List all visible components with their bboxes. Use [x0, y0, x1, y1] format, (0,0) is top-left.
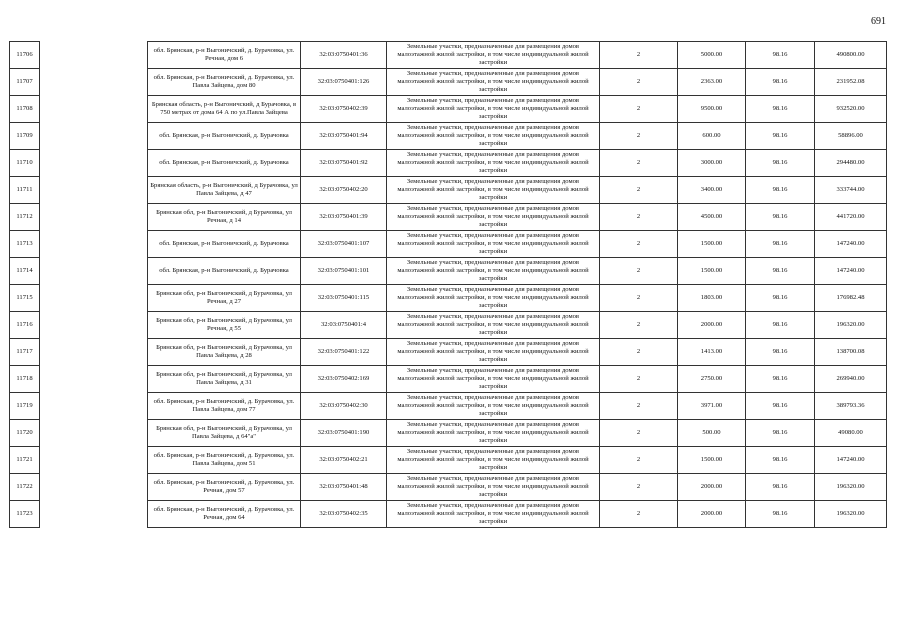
address-cell: Брянская область, р-н Выгоничский, д Бурачовка, в 750 метрах от дома 64 А по ул.Павла Зайцева [148, 96, 301, 123]
area-cell: 1500.00 [678, 447, 746, 474]
row-number: 11712 [10, 204, 40, 231]
land-use-category-cell: Земельные участки, предназначенные для размещения домов малоэтажной жилой застройки, в том числе индивидуальной жилой застройки [387, 204, 600, 231]
cadastral-number-cell: 32:03:0750402:21 [301, 447, 387, 474]
address-cell: Брянская обл, р-н Выгоничский, д Бурачовка, ул Павла Зайцева, д 28 [148, 339, 301, 366]
cadastral-value-cell: 196320.00 [815, 474, 887, 501]
specific-value-cell: 98.16 [746, 501, 815, 528]
specific-value-cell: 98.16 [746, 339, 815, 366]
gap-cell [40, 420, 148, 447]
land-use-category-cell: Земельные участки, предназначенные для размещения домов малоэтажной жилой застройки, в том числе индивидуальной жилой застройки [387, 258, 600, 285]
specific-value-cell: 98.16 [746, 447, 815, 474]
cadastral-value-cell: 389793.36 [815, 393, 887, 420]
cadastral-number-cell: 32:03:0750401:4 [301, 312, 387, 339]
gap-cell [40, 69, 148, 96]
cadastral-number-cell: 32:03:0750401:190 [301, 420, 387, 447]
group-number-cell: 2 [600, 123, 678, 150]
area-cell: 1413.00 [678, 339, 746, 366]
table-row [10, 69, 887, 96]
table-row [10, 447, 887, 474]
group-number-cell: 2 [600, 177, 678, 204]
specific-value-cell: 98.16 [746, 312, 815, 339]
cadastral-number-cell: 32:03:0750401:48 [301, 474, 387, 501]
table-row [10, 474, 887, 501]
group-number-cell: 2 [600, 231, 678, 258]
cadastral-value-cell: 231952.08 [815, 69, 887, 96]
table-row [10, 42, 887, 69]
cadastral-number-cell: 32:03:0750401:101 [301, 258, 387, 285]
address-cell: обл. Брянская, р-н Выгоничский, д. Бурачовка, ул. Павла Зайцева, дом 77 [148, 393, 301, 420]
table-row [10, 501, 887, 528]
gap-cell [40, 339, 148, 366]
table-row [10, 150, 887, 177]
cadastral-number-cell: 32:03:0750402:39 [301, 96, 387, 123]
cadastral-value-cell: 196320.00 [815, 312, 887, 339]
gap-cell [40, 42, 148, 69]
row-number: 11722 [10, 474, 40, 501]
table-row [10, 204, 887, 231]
specific-value-cell: 98.16 [746, 474, 815, 501]
group-number-cell: 2 [600, 312, 678, 339]
cadastral-value-cell: 147240.00 [815, 447, 887, 474]
group-number-cell: 2 [600, 150, 678, 177]
table-row [10, 366, 887, 393]
specific-value-cell: 98.16 [746, 258, 815, 285]
cadastral-number-cell: 32:03:0750401:107 [301, 231, 387, 258]
table-row [10, 312, 887, 339]
cadastral-value-cell: 294480.00 [815, 150, 887, 177]
address-cell: обл. Брянская, р-н Выгоничский, д. Бурачовка, ул. Речная, дом 64 [148, 501, 301, 528]
address-cell: обл. Брянская, р-н Выгоничский, д. Бурачовка, ул. Речная, дом 57 [148, 474, 301, 501]
specific-value-cell: 98.16 [746, 177, 815, 204]
land-use-category-cell: Земельные участки, предназначенные для размещения домов малоэтажной жилой застройки, в том числе индивидуальной жилой застройки [387, 123, 600, 150]
row-number: 11719 [10, 393, 40, 420]
land-use-category-cell: Земельные участки, предназначенные для размещения домов малоэтажной жилой застройки, в том числе индивидуальной жилой застройки [387, 312, 600, 339]
land-use-category-cell: Земельные участки, предназначенные для размещения домов малоэтажной жилой застройки, в том числе индивидуальной жилой застройки [387, 69, 600, 96]
area-cell: 9500.00 [678, 96, 746, 123]
group-number-cell: 2 [600, 447, 678, 474]
address-cell: обл. Брянская, р-н Выгоничский, д. Бурачовка [148, 231, 301, 258]
row-number: 11717 [10, 339, 40, 366]
gap-cell [40, 474, 148, 501]
gap-cell [40, 177, 148, 204]
land-use-category-cell: Земельные участки, предназначенные для размещения домов малоэтажной жилой застройки, в том числе индивидуальной жилой застройки [387, 420, 600, 447]
cadastral-number-cell: 32:03:0750402:20 [301, 177, 387, 204]
group-number-cell: 2 [600, 420, 678, 447]
address-cell: Брянская область, р-н Выгоничский, д Бурачовка, ул Павла Зайцева, д 47 [148, 177, 301, 204]
area-cell: 3000.00 [678, 150, 746, 177]
specific-value-cell: 98.16 [746, 366, 815, 393]
cadastral-value-cell: 441720.00 [815, 204, 887, 231]
specific-value-cell: 98.16 [746, 150, 815, 177]
cadastral-number-cell: 32:03:0750401:39 [301, 204, 387, 231]
area-cell: 2750.00 [678, 366, 746, 393]
group-number-cell: 2 [600, 501, 678, 528]
cadastral-value-cell: 932520.00 [815, 96, 887, 123]
area-cell: 3400.00 [678, 177, 746, 204]
address-cell: Брянская обл, р-н Выгоничский, д Бурачовка, ул Речная, д 14 [148, 204, 301, 231]
cadastral-number-cell: 32:03:0750401:126 [301, 69, 387, 96]
group-number-cell: 2 [600, 96, 678, 123]
gap-cell [40, 231, 148, 258]
land-use-category-cell: Земельные участки, предназначенные для размещения домов малоэтажной жилой застройки, в том числе индивидуальной жилой застройки [387, 501, 600, 528]
land-use-category-cell: Земельные участки, предназначенные для размещения домов малоэтажной жилой застройки, в том числе индивидуальной жилой застройки [387, 150, 600, 177]
area-cell: 2000.00 [678, 474, 746, 501]
table-row [10, 177, 887, 204]
area-cell: 500.00 [678, 420, 746, 447]
table-row [10, 96, 887, 123]
area-cell: 2363.00 [678, 69, 746, 96]
gap-cell [40, 366, 148, 393]
area-cell: 600.00 [678, 123, 746, 150]
group-number-cell: 2 [600, 69, 678, 96]
cadastral-value-cell: 49080.00 [815, 420, 887, 447]
table-row [10, 258, 887, 285]
gap-cell [40, 258, 148, 285]
cadastral-value-cell: 269940.00 [815, 366, 887, 393]
gap-cell [40, 96, 148, 123]
land-use-category-cell: Земельные участки, предназначенные для размещения домов малоэтажной жилой застройки, в том числе индивидуальной жилой застройки [387, 231, 600, 258]
specific-value-cell: 98.16 [746, 123, 815, 150]
cadastral-number-cell: 32:03:0750402:30 [301, 393, 387, 420]
land-use-category-cell: Земельные участки, предназначенные для размещения домов малоэтажной жилой застройки, в том числе индивидуальной жилой застройки [387, 42, 600, 69]
cadastral-value-cell: 147240.00 [815, 231, 887, 258]
cadastral-value-cell: 176982.48 [815, 285, 887, 312]
table-row [10, 339, 887, 366]
specific-value-cell: 98.16 [746, 420, 815, 447]
group-number-cell: 2 [600, 285, 678, 312]
address-cell: обл. Брянская, р-н Выгоничский, д. Бурачовка [148, 123, 301, 150]
group-number-cell: 2 [600, 393, 678, 420]
row-number: 11713 [10, 231, 40, 258]
row-number: 11718 [10, 366, 40, 393]
land-use-category-cell: Земельные участки, предназначенные для размещения домов малоэтажной жилой застройки, в том числе индивидуальной жилой застройки [387, 393, 600, 420]
specific-value-cell: 98.16 [746, 231, 815, 258]
cadastral-value-cell: 490800.00 [815, 42, 887, 69]
land-use-category-cell: Земельные участки, предназначенные для размещения домов малоэтажной жилой застройки, в том числе индивидуальной жилой застройки [387, 177, 600, 204]
specific-value-cell: 98.16 [746, 204, 815, 231]
row-number: 11710 [10, 150, 40, 177]
area-cell: 2000.00 [678, 501, 746, 528]
area-cell: 5000.00 [678, 42, 746, 69]
group-number-cell: 2 [600, 366, 678, 393]
cadastral-number-cell: 32:03:0750402:35 [301, 501, 387, 528]
address-cell: Брянская обл, р-н Выгоничский, д Бурачовка, ул Речная, д 27 [148, 285, 301, 312]
specific-value-cell: 98.16 [746, 42, 815, 69]
area-cell: 4500.00 [678, 204, 746, 231]
address-cell: обл. Брянская, р-н Выгоничский, д. Бурачовка, ул. Павла Зайцева, дом 51 [148, 447, 301, 474]
area-cell: 1803.00 [678, 285, 746, 312]
area-cell: 2000.00 [678, 312, 746, 339]
area-cell: 1500.00 [678, 258, 746, 285]
land-use-category-cell: Земельные участки, предназначенные для размещения домов малоэтажной жилой застройки, в том числе индивидуальной жилой застройки [387, 96, 600, 123]
specific-value-cell: 98.16 [746, 285, 815, 312]
address-cell: Брянская обл, р-н Выгоничский, д Бурачовка, ул Павла Зайцева, д 31 [148, 366, 301, 393]
address-cell: обл. Брянская, р-н Выгоничский, д. Бурачовка, ул. Павла Зайцева, дом 80 [148, 69, 301, 96]
gap-cell [40, 285, 148, 312]
table-row [10, 285, 887, 312]
cadastral-number-cell: 32:03:0750401:115 [301, 285, 387, 312]
row-number: 11707 [10, 69, 40, 96]
land-use-category-cell: Земельные участки, предназначенные для размещения домов малоэтажной жилой застройки, в том числе индивидуальной жилой застройки [387, 339, 600, 366]
group-number-cell: 2 [600, 204, 678, 231]
address-cell: Брянская обл, р-н Выгоничский, д Бурачовка, ул Речная, д 55 [148, 312, 301, 339]
land-use-category-cell: Земельные участки, предназначенные для размещения домов малоэтажной жилой застройки, в том числе индивидуальной жилой застройки [387, 366, 600, 393]
address-cell: обл. Брянская, р-н Выгоничский, д. Бурачовка [148, 258, 301, 285]
gap-cell [40, 447, 148, 474]
gap-cell [40, 123, 148, 150]
group-number-cell: 2 [600, 474, 678, 501]
page-number: 691 [871, 16, 886, 27]
cadastral-number-cell: 32:03:0750402:169 [301, 366, 387, 393]
cadastral-number-cell: 32:03:0750401:94 [301, 123, 387, 150]
land-use-category-cell: Земельные участки, предназначенные для размещения домов малоэтажной жилой застройки, в том числе индивидуальной жилой застройки [387, 474, 600, 501]
cadastral-value-cell: 58896.00 [815, 123, 887, 150]
address-cell: обл. Брянская, р-н Выгоничский, д. Бурачовка, ул. Речная, дом 6 [148, 42, 301, 69]
table-row [10, 420, 887, 447]
row-number: 11709 [10, 123, 40, 150]
gap-cell [40, 150, 148, 177]
row-number: 11708 [10, 96, 40, 123]
specific-value-cell: 98.16 [746, 96, 815, 123]
address-cell: обл. Брянская, р-н Выгоничский, д. Бурачовка [148, 150, 301, 177]
cadastral-number-cell: 32:03:0750401:92 [301, 150, 387, 177]
gap-cell [40, 312, 148, 339]
row-number: 11715 [10, 285, 40, 312]
address-cell: Брянская обл, р-н Выгоничский, д Бурачовка, ул Павла Зайцева, д 64"а" [148, 420, 301, 447]
cadastral-value-table [9, 41, 887, 528]
gap-cell [40, 204, 148, 231]
row-number: 11716 [10, 312, 40, 339]
group-number-cell: 2 [600, 258, 678, 285]
specific-value-cell: 98.16 [746, 393, 815, 420]
cadastral-value-cell: 147240.00 [815, 258, 887, 285]
area-cell: 1500.00 [678, 231, 746, 258]
cadastral-value-cell: 333744.00 [815, 177, 887, 204]
land-use-category-cell: Земельные участки, предназначенные для размещения домов малоэтажной жилой застройки, в том числе индивидуальной жилой застройки [387, 285, 600, 312]
table-row [10, 393, 887, 420]
row-number: 11723 [10, 501, 40, 528]
group-number-cell: 2 [600, 339, 678, 366]
group-number-cell: 2 [600, 42, 678, 69]
row-number: 11706 [10, 42, 40, 69]
cadastral-number-cell: 32:03:0750401:36 [301, 42, 387, 69]
row-number: 11714 [10, 258, 40, 285]
specific-value-cell: 98.16 [746, 69, 815, 96]
cadastral-number-cell: 32:03:0750401:122 [301, 339, 387, 366]
row-number: 11711 [10, 177, 40, 204]
gap-cell [40, 393, 148, 420]
gap-cell [40, 501, 148, 528]
area-cell: 3971.00 [678, 393, 746, 420]
row-number: 11721 [10, 447, 40, 474]
table-row [10, 231, 887, 258]
cadastral-value-cell: 196320.00 [815, 501, 887, 528]
row-number: 11720 [10, 420, 40, 447]
table-row [10, 123, 887, 150]
cadastral-value-cell: 138700.08 [815, 339, 887, 366]
land-use-category-cell: Земельные участки, предназначенные для размещения домов малоэтажной жилой застройки, в том числе индивидуальной жилой застройки [387, 447, 600, 474]
